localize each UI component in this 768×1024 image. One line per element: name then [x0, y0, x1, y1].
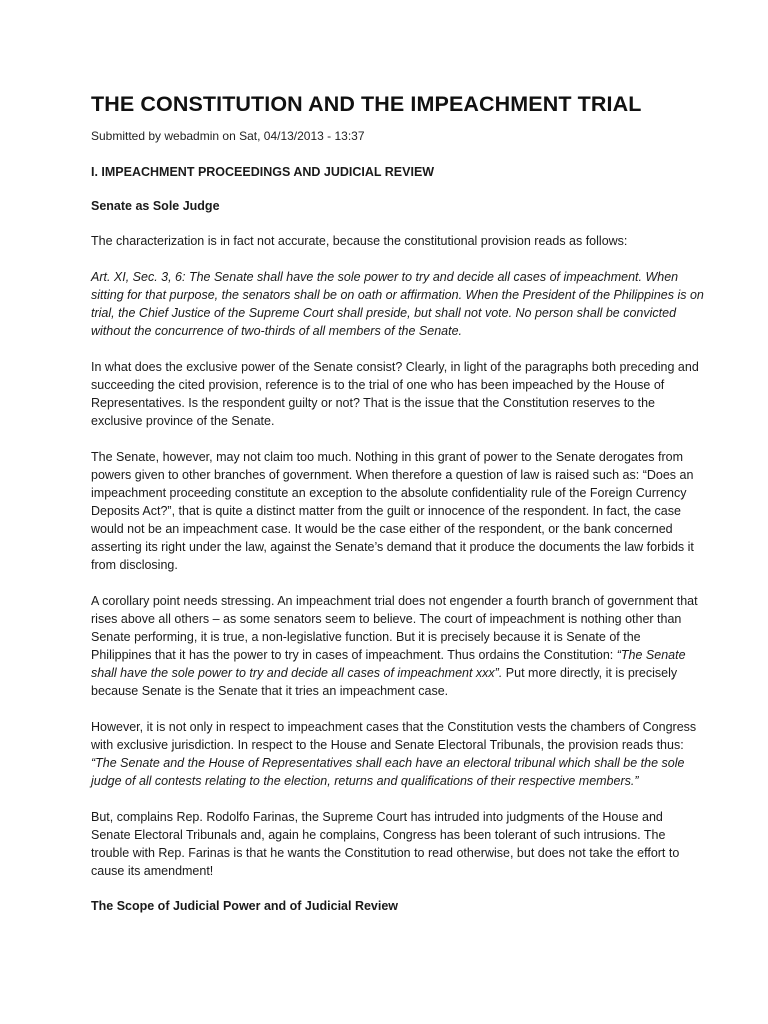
paragraph-electoral-quote: “The Senate and the House of Representatives shall each have an electoral tribunal which shall be the sole judge of all contests relating to the election, returns and qualifications of their respective members.”	[91, 756, 685, 788]
paragraph-corollary-text-b: Put more directly, it is precisely because Senate is the Senate that it tries an impeachment case.	[91, 666, 678, 698]
section-heading-impeachment: I. IMPEACHMENT PROCEEDINGS AND JUDICIAL REVIEW	[91, 165, 435, 179]
paragraph-senate-limits: The Senate, however, may not claim too much. Nothing in this grant of power to the Senate derogates from powers given to other branches of government. When therefore a question of law is raised such as: “Does an impeachment proceeding constitute an exception to the absolute confidentiality rule of the Foreign Currency Deposits Act?”, that is quite a distinct matter from the guilt or innocence of the respondent. In fact, the case would not be an impeachment case. It would be the case either of the respondent, or the bank concerned asserting its right under the law, against the Senate’s demand that it produce the documents the law forbids it from disclosing.	[91, 450, 694, 572]
paragraph-farinas: But, complains Rep. Rodolfo Farinas, the Supreme Court has intruded into judgments of the House and Senate Electoral Tribunals and, again he complains, Congress has been tolerant of such intrusions. The trouble with Rep. Farinas is that he wants the Constitution to read otherwise, but does not take the effort to cause its amendment!	[91, 810, 680, 878]
paragraph-corollary-text-a: A corollary point needs stressing. An impeachment trial does not engender a fourth branch of government that rises above all others – as some senators seem to believe. The court of impeachment is nothing other than Senate performing, it is true, a non-legislative function. But it is precisely because it is Senate of the Philippines that it has the power to try in cases of impeachment. Thus ordains the Constitution:	[91, 594, 698, 662]
paragraph-characterization: The characterization is in fact not accurate, because the constitutional provision reads as follows:	[91, 234, 628, 248]
page-title: THE CONSTITUTION AND THE IMPEACHMENT TRIAL	[91, 92, 642, 116]
paragraph-electoral-tribunals	[91, 718, 704, 790]
paragraph-electoral-text: However, it is not only in respect to impeachment cases that the Constitution vests the chambers of Congress with exclusive jurisdiction. In respect to the House and Senate Electoral Tribunals, the provision reads thus:	[91, 720, 697, 752]
subheading-senate-sole-judge: Senate as Sole Judge	[91, 199, 220, 213]
submission-meta: Submitted by webadmin on Sat, 04/13/2013 - 13:37	[91, 129, 365, 143]
paragraph-exclusive-power: In what does the exclusive power of the Senate consist? Clearly, in light of the paragraphs both preceding and succeeding the cited provision, reference is to the trial of one who has been impeached by the House of Representatives. Is the respondent guilty or not? That is the issue that the Constitution reserves to the exclusive province of the Senate.	[91, 360, 699, 428]
paragraph-corollary-quote: “The Senate shall have the sole power to try and decide all cases of impeachment xxx”.	[91, 648, 686, 680]
paragraph-constitution-quote: Art. XI, Sec. 3, 6: The Senate shall have the sole power to try and decide all cases of impeachment. When sitting for that purpose, the senators shall be on oath or affirmation. When the President of the Philippines is on trial, the Chief Justice of the Supreme Court shall preside, but shall not vote. No person shall be convicted without the concurrence of two-thirds of all members of the Senate.	[91, 270, 704, 338]
paragraph-corollary	[91, 592, 704, 700]
subheading-judicial-review: The Scope of Judicial Power and of Judicial Review	[91, 899, 399, 913]
